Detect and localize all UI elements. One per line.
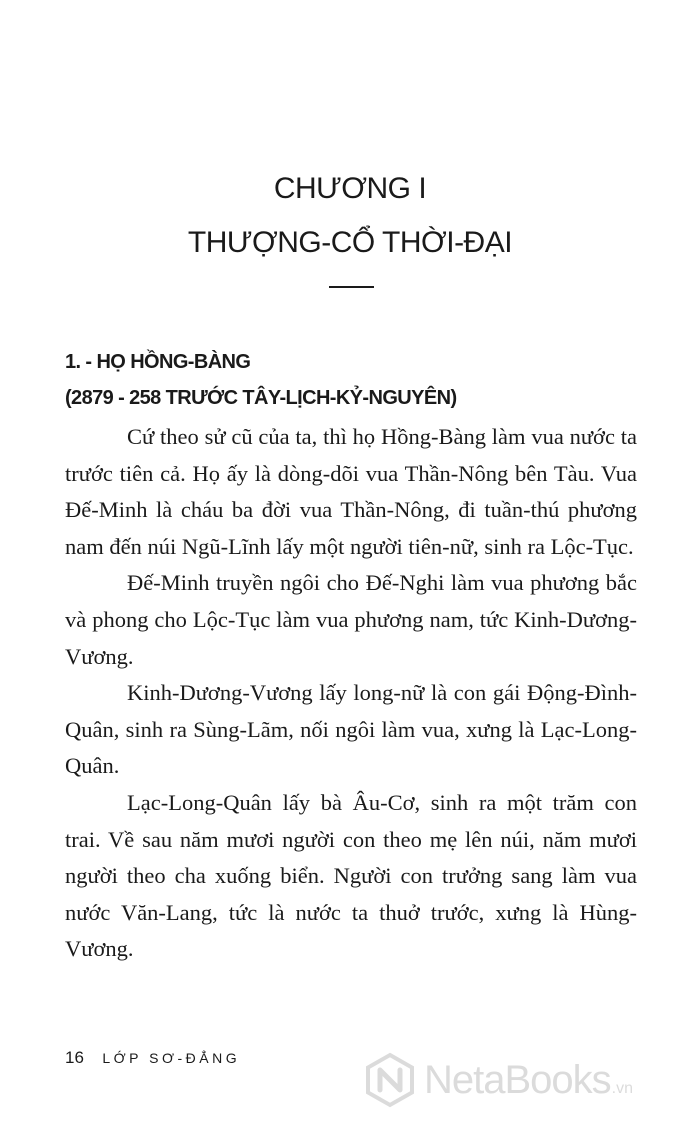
watermark-domain: .vn	[611, 1080, 634, 1097]
chapter-number: CHƯƠNG I	[273, 172, 427, 205]
paragraph: Đế-Minh truyền ngôi cho Đế-Nghi làm vua phương bắc và phong cho Lộc-Tục làm vua phương nam, tức Kinh-Dương-Vương.	[65, 570, 637, 669]
chapter-divider	[329, 286, 374, 288]
paragraph: Cứ theo sử cũ của ta, thì họ Hồng-Bàng làm vua nước ta trước tiên cả. Họ ấy là dòng-dõi vua Thần-Nông bên Tàu. Vua Đế-Minh là cháu ba đời vua Thần-Nông, đi tuần-thú phương nam đến núi Ngũ-Lĩnh lấy một người tiên-nữ, sinh ra Lộc-Tục.	[65, 424, 637, 559]
section-dates: (2879 - 258 TRƯỚC TÂY-LỊCH-KỶ-NGUYÊN)	[65, 387, 457, 409]
paragraph: Lạc-Long-Quân lấy bà Âu-Cơ, sinh ra một trăm con trai. Về sau năm mươi người con theo mẹ lên núi, năm mươi người theo cha xuống biển. Người con trưởng sang làm vua nước Văn-Lang, tức là nước ta thuở trước, xưng là Hùng-Vương.	[65, 789, 637, 962]
watermark-brand: NetaBooks	[424, 1057, 611, 1102]
page-footer	[65, 1048, 240, 1068]
netabooks-logo-icon	[362, 1052, 418, 1108]
body-text	[65, 419, 637, 968]
watermark	[362, 1052, 633, 1108]
running-title: LỚP SƠ-ĐẲNG	[102, 1050, 241, 1066]
section-title: 1. - HỌ HỒNG-BÀNG	[65, 351, 251, 373]
paragraph: Kinh-Dương-Vương lấy long-nữ là con gái Động-Đình-Quân, sinh ra Sùng-Lãm, nối ngôi làm vua, xưng là Lạc-Long-Quân.	[65, 680, 637, 779]
page-number: 16	[65, 1048, 84, 1067]
chapter-title: THƯỢNG-CỔ THỜI-ĐẠI	[187, 226, 513, 259]
